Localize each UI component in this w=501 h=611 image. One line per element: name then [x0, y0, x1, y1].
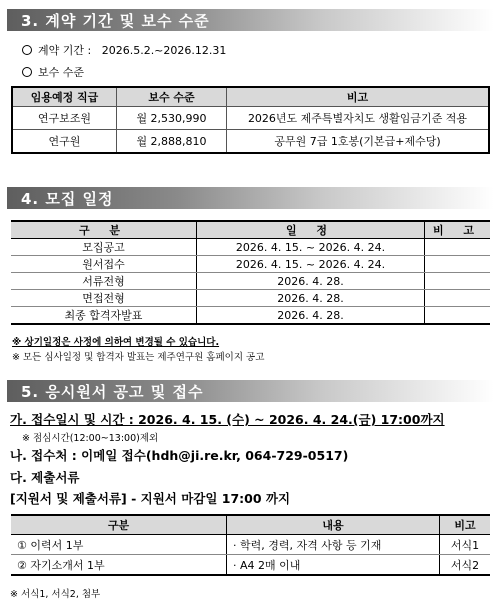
section-5-title: 5. 응시원서 공고 및 접수 — [21, 383, 204, 401]
circle-bullet-icon — [22, 45, 32, 55]
table-cell: 원서접수 — [11, 256, 197, 273]
table-cell: 2026. 4. 28. — [197, 273, 425, 290]
form-attachment-note: ※ 서식1, 서식2, 첨부 — [10, 589, 101, 600]
contract-period-label: 계약 기간 : — [38, 44, 92, 57]
table-cell: · A4 2매 이내 — [227, 555, 440, 576]
table-row — [11, 239, 490, 256]
table-cell: 서류전형 — [11, 273, 197, 290]
documents-table — [11, 514, 490, 576]
table-cell: 2026. 4. 15. ~ 2026. 4. 24. — [197, 256, 425, 273]
section-5-header — [7, 380, 494, 402]
table-cell: 최종 합격자발표 — [11, 307, 197, 325]
documents-subheading: [지원서 및 제출서류] - 지원서 마감일 17:00 까지 — [10, 491, 291, 506]
section-4-title: 4. 모집 일정 — [21, 190, 114, 208]
table-row — [11, 256, 490, 273]
table-cell: 2026. 4. 28. — [197, 307, 425, 325]
table-cell: 모집공고 — [11, 239, 197, 256]
table-cell — [425, 273, 491, 290]
table-cell: 2026. 4. 28. — [197, 290, 425, 307]
table-header-cell: 비고 — [440, 515, 491, 535]
pay-table — [11, 86, 490, 154]
receipt-period: 가. 접수일시 및 시간 : 2026. 4. 15. (수) ~ 2026. 4. 24.(금) 17:00까지 — [10, 412, 445, 427]
table-cell: 연구보조원 — [12, 107, 117, 130]
table-header-cell: 내용 — [227, 515, 440, 535]
table-row — [12, 107, 489, 130]
table-cell: 월 2,530,990 — [117, 107, 227, 130]
table-header-cell: 비고 — [227, 87, 490, 107]
table-cell: · 학력, 경력, 자격 사항 등 기재 — [227, 535, 440, 555]
section-3-header — [7, 9, 494, 31]
table-cell — [425, 307, 491, 325]
table-cell — [425, 256, 491, 273]
table-cell: 공무원 7급 1호봉(기본급+제수당) — [227, 130, 490, 154]
table-cell: 연구원 — [12, 130, 117, 154]
table-cell: ② 자기소개서 1부 — [11, 555, 227, 576]
table-header-cell: 보수 수준 — [117, 87, 227, 107]
table-row — [11, 307, 490, 325]
table-cell — [425, 290, 491, 307]
table-row — [11, 535, 490, 555]
lunch-break-note: ※ 점심시간(12:00~13:00)제외 — [22, 433, 159, 444]
table-cell: 월 2,888,810 — [117, 130, 227, 154]
table-header-cell: 구 분 — [11, 221, 197, 239]
table-header-row — [12, 87, 489, 107]
schedule-change-note: ※ 상기일정은 사정에 의하여 변경될 수 있습니다. — [12, 337, 220, 348]
pay-level-label: 보수 수준 — [38, 66, 85, 79]
announcement-note: ※ 모든 심사일정 및 합격자 발표는 제주연구원 홈페이지 공고 — [12, 352, 265, 363]
contract-period-value: 2026.5.2.~2026.12.31 — [101, 44, 227, 57]
receipt-place: 나. 접수처 : 이메일 접수(hdh@ji.re.kr, 064-729-0517) — [10, 448, 349, 463]
table-cell: 면접전형 — [11, 290, 197, 307]
table-row — [12, 130, 489, 154]
table-cell: 2026. 4. 15. ~ 2026. 4. 24. — [197, 239, 425, 256]
table-header-row — [11, 221, 490, 239]
table-header-cell: 비 고 — [425, 221, 491, 239]
table-cell — [425, 239, 491, 256]
table-row — [11, 273, 490, 290]
table-cell: 2026년도 제주특별자치도 생활임금기준 적용 — [227, 107, 490, 130]
table-header-row — [11, 515, 490, 535]
pay-level-line — [22, 64, 84, 80]
table-header-cell: 일 정 — [197, 221, 425, 239]
table-cell: ① 이력서 1부 — [11, 535, 227, 555]
table-header-cell: 구분 — [11, 515, 227, 535]
contract-period-line — [22, 42, 226, 58]
table-row — [11, 555, 490, 576]
table-row — [11, 290, 490, 307]
schedule-table — [11, 220, 490, 325]
table-cell: 서식1 — [440, 535, 491, 555]
table-header-cell: 임용예정 직급 — [12, 87, 117, 107]
documents-heading: 다. 제출서류 — [10, 470, 80, 485]
section-4-header — [7, 187, 494, 209]
table-cell: 서식2 — [440, 555, 491, 576]
section-3-title: 3. 계약 기간 및 보수 수준 — [21, 12, 210, 30]
circle-bullet-icon — [22, 67, 32, 77]
